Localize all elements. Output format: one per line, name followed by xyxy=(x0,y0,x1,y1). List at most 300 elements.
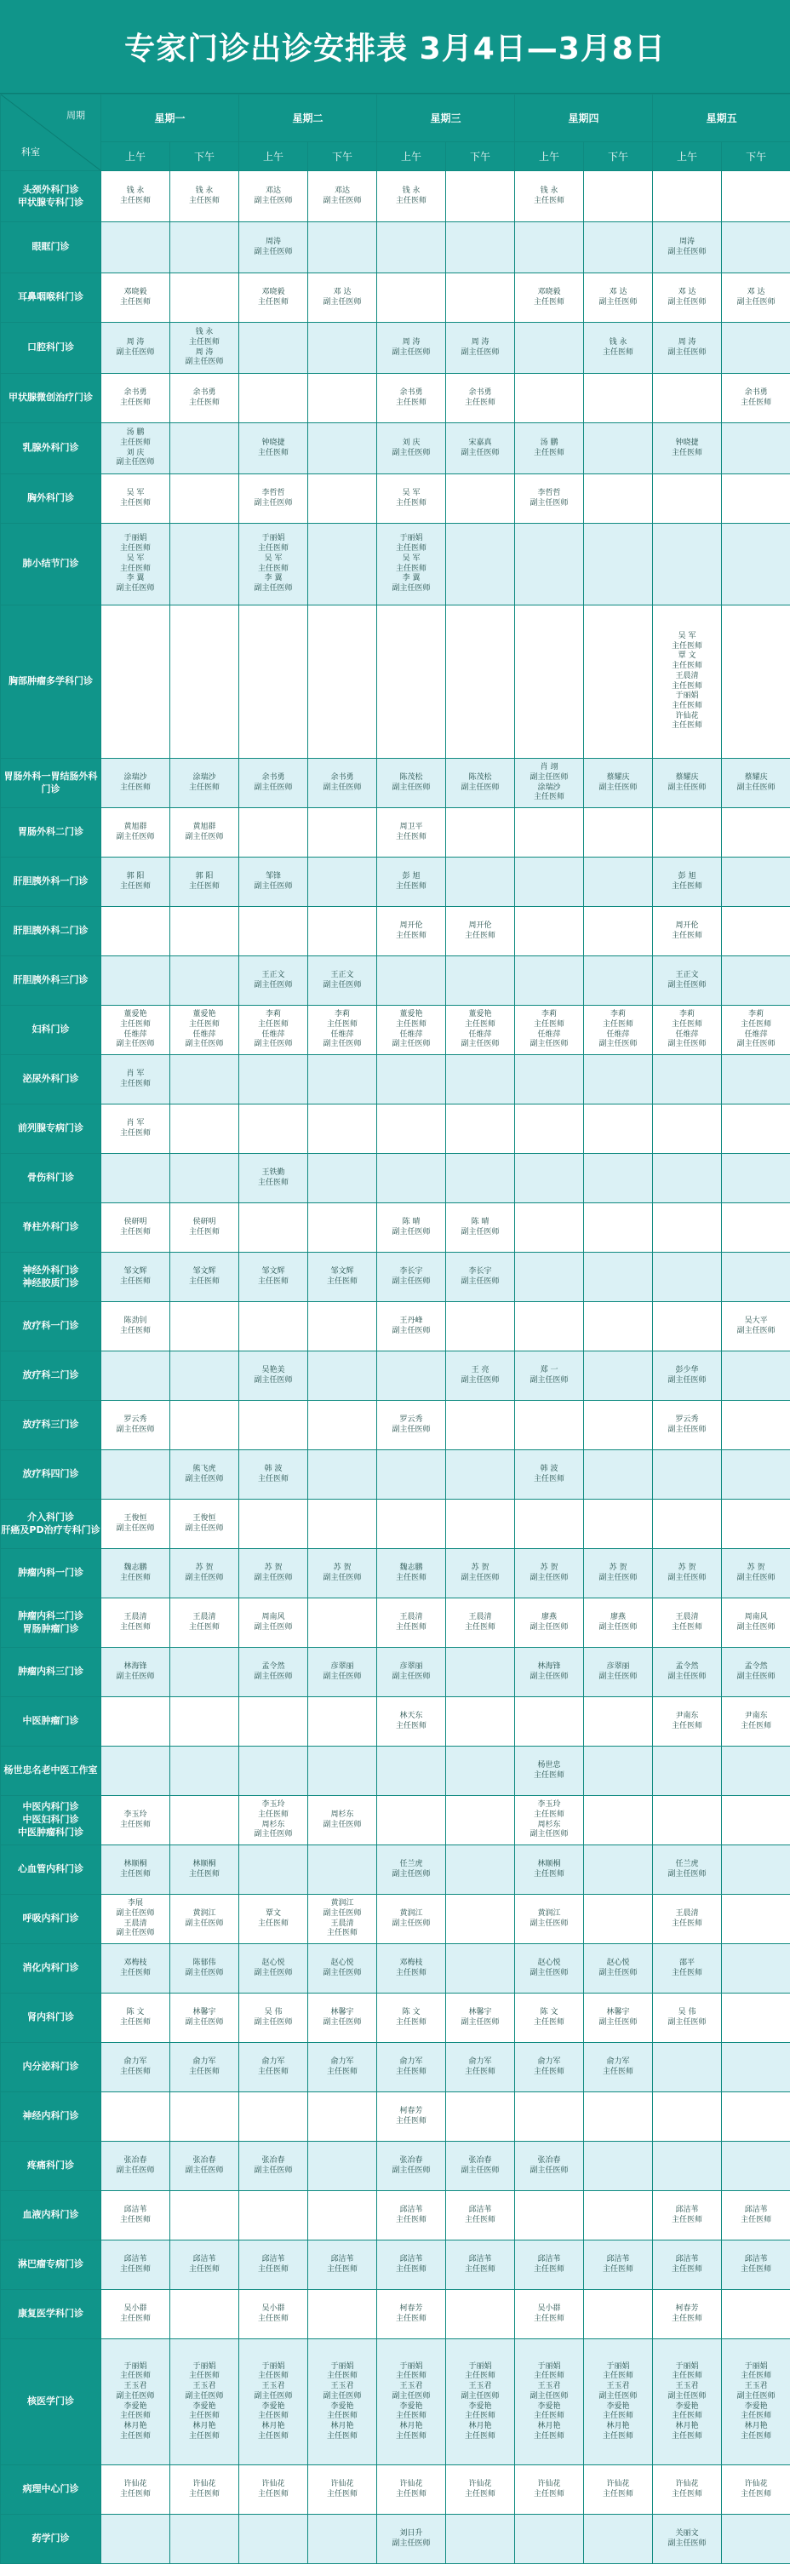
doctor-name: 刘 庆 xyxy=(126,448,145,457)
doctor-name: 李莉 xyxy=(266,1010,282,1019)
schedule-cell xyxy=(101,2240,170,2290)
doctor-name: 于丽娟 xyxy=(192,2361,216,2371)
doctor-title: 副主任医师 xyxy=(392,2539,431,2548)
doctor-name: 邹文辉 xyxy=(261,1266,285,1276)
schedule-body xyxy=(1,171,790,2564)
schedule-cell xyxy=(584,374,653,423)
doctor-name: 李玉玲 xyxy=(537,1800,561,1810)
schedule-cell xyxy=(239,474,308,524)
doctor-name: 许仙花 xyxy=(261,2479,285,2488)
table-row xyxy=(1,2191,790,2240)
table-row xyxy=(1,2515,790,2564)
doctor-title: 副主任医师 xyxy=(323,980,362,990)
doctor-title: 副主任医师 xyxy=(667,980,707,990)
schedule-cell xyxy=(377,2339,446,2465)
table-row xyxy=(1,474,790,524)
day-header-fri: 星期五 xyxy=(653,95,790,142)
doctor-name: 蔡耀庆 xyxy=(675,772,699,782)
table-row xyxy=(1,1648,790,1697)
table-row xyxy=(1,1401,790,1450)
doctor-name: 廖燕 xyxy=(541,1612,558,1621)
doctor-name: 周开伦 xyxy=(675,921,699,930)
doctor-name: 林月艳 xyxy=(537,2421,561,2430)
doctor-name: 柯春芳 xyxy=(675,2303,699,2313)
schedule-cell xyxy=(308,1845,377,1895)
doctor-title: 副主任医师 xyxy=(530,1919,569,1928)
schedule-cell xyxy=(584,1401,653,1450)
department-name xyxy=(1,2043,101,2092)
doctor-name: 邓晓毅 xyxy=(537,287,561,296)
doctor-name: 郭 阳 xyxy=(195,871,214,881)
doctor-name: 孟令然 xyxy=(744,1661,768,1671)
doctor-title: 主任医师 xyxy=(119,2067,151,2076)
schedule-cell xyxy=(101,1055,170,1104)
department-name-line: 神经胶质门诊 xyxy=(22,1277,79,1288)
schedule-cell xyxy=(584,605,653,759)
schedule-cell xyxy=(653,1697,722,1747)
department-name-line: 放疗科三门诊 xyxy=(22,1419,79,1431)
doctor-title: 主任医师 xyxy=(327,1019,358,1029)
schedule-cell xyxy=(170,2515,239,2564)
schedule-cell xyxy=(101,1302,170,1351)
schedule-cell xyxy=(722,1747,790,1796)
schedule-cell xyxy=(377,273,446,323)
department-name xyxy=(1,1944,101,1994)
table-row xyxy=(1,1697,790,1747)
doctor-name: 王俊恒 xyxy=(123,1513,147,1523)
department-name xyxy=(1,956,101,1006)
department-name-line: 肝癌及PD治疗专科门诊 xyxy=(1,1523,100,1535)
doctor-title: 副主任医师 xyxy=(598,297,638,307)
schedule-cell xyxy=(446,1598,515,1648)
schedule-cell xyxy=(515,1104,584,1154)
schedule-cell xyxy=(515,1944,584,1994)
schedule-cell xyxy=(239,858,308,907)
doctor-title: 主任医师 xyxy=(189,398,220,407)
schedule-cell xyxy=(722,2043,790,2092)
department-name-line: 中医肿瘤科门诊 xyxy=(18,1826,83,1838)
schedule-cell xyxy=(446,1302,515,1351)
schedule-cell xyxy=(239,171,308,222)
doctor-title: 副主任医师 xyxy=(736,1326,776,1335)
schedule-cell xyxy=(446,524,515,605)
schedule-cell xyxy=(722,2339,790,2465)
doctor-title: 主任医师 xyxy=(119,2431,151,2441)
schedule-cell xyxy=(446,2240,515,2290)
doctor-title: 副主任医师 xyxy=(323,1908,362,1918)
doctor-name: 邱洁苇 xyxy=(675,2254,699,2263)
schedule-cell xyxy=(722,1055,790,1104)
schedule-cell xyxy=(308,2191,377,2240)
department-name xyxy=(1,374,101,423)
department-name xyxy=(1,2142,101,2191)
schedule-cell xyxy=(101,1253,170,1302)
doctor-title: 副主任医师 xyxy=(530,2391,569,2401)
schedule-cell xyxy=(584,524,653,605)
doctor-title: 主任医师 xyxy=(258,1178,289,1187)
schedule-cell xyxy=(584,1302,653,1351)
doctor-title: 主任医师 xyxy=(672,2264,703,2274)
doctor-title: 主任医师 xyxy=(119,1820,151,1829)
doctor-title: 主任医师 xyxy=(672,1919,703,1928)
doctor-name: 尹南东 xyxy=(675,1711,699,1720)
schedule-cell xyxy=(584,1500,653,1549)
schedule-cell xyxy=(170,1549,239,1598)
schedule-cell xyxy=(653,374,722,423)
schedule-cell xyxy=(653,423,722,474)
doctor-name: 周 涛 xyxy=(402,337,421,347)
doctor-name: 吴 军 xyxy=(402,488,421,497)
schedule-cell xyxy=(515,2191,584,2240)
doctor-title: 主任医师 xyxy=(258,1277,289,1286)
schedule-cell xyxy=(101,374,170,423)
department-name xyxy=(1,1154,101,1203)
department-name-line: 血液内科门诊 xyxy=(22,2209,79,2221)
doctor-title: 副主任医师 xyxy=(392,2391,431,2401)
department-name-line: 肿瘤内科一门诊 xyxy=(18,1567,83,1579)
doctor-name: 许仙花 xyxy=(675,2479,699,2488)
schedule-cell xyxy=(722,1450,790,1500)
doctor-title: 主任医师 xyxy=(534,2412,565,2421)
day-header-wed: 星期三 xyxy=(377,95,515,142)
doctor-name: 李莉 xyxy=(610,1010,627,1019)
schedule-cell xyxy=(515,2142,584,2191)
doctor-title: 副主任医师 xyxy=(667,1040,707,1049)
doctor-title: 主任医师 xyxy=(119,2314,151,2323)
schedule-cell xyxy=(377,858,446,907)
schedule-cell xyxy=(515,1598,584,1648)
department-name-line: 甲状腺微创治疗门诊 xyxy=(9,392,93,404)
doctor-name: 王铁勤 xyxy=(261,1168,285,1177)
schedule-cell xyxy=(239,2240,308,2290)
doctor-name: 林海锋 xyxy=(123,1661,147,1671)
department-name-line: 肝胆胰外科三门诊 xyxy=(13,974,89,986)
doctor-title: 主任医师 xyxy=(119,544,151,554)
doctor-title: 副主任医师 xyxy=(392,2166,431,2175)
schedule-cell xyxy=(584,1845,653,1895)
schedule-cell xyxy=(377,2191,446,2240)
table-row xyxy=(1,2290,790,2339)
doctor-name: 董爱艳 xyxy=(468,1010,492,1019)
table-row xyxy=(1,1253,790,1302)
schedule-cell xyxy=(239,222,308,273)
schedule-cell xyxy=(308,2290,377,2339)
table-row xyxy=(1,374,790,423)
department-name-line: 疼痛科门诊 xyxy=(27,2160,74,2172)
schedule-cell xyxy=(722,1598,790,1648)
table-row xyxy=(1,1450,790,1500)
schedule-cell xyxy=(239,1796,308,1845)
schedule-cell xyxy=(308,956,377,1006)
doctor-title: 主任医师 xyxy=(396,931,427,940)
doctor-name: 任维萍 xyxy=(537,1030,561,1039)
schedule-cell xyxy=(584,1154,653,1203)
doctor-name: 周 涛 xyxy=(126,337,145,347)
doctor-name: 刘 庆 xyxy=(402,438,421,447)
department-name xyxy=(1,1796,101,1845)
schedule-cell xyxy=(377,956,446,1006)
schedule-cell xyxy=(308,1994,377,2043)
schedule-cell xyxy=(239,1203,308,1253)
doctor-title: 副主任医师 xyxy=(461,1227,500,1236)
doctor-name: 邵平 xyxy=(679,1958,696,1967)
doctor-title: 主任医师 xyxy=(119,1019,151,1029)
schedule-cell xyxy=(515,1351,584,1401)
doctor-title: 副主任医师 xyxy=(667,2017,707,2027)
doctor-name: 陈 文 xyxy=(540,2007,558,2017)
schedule-cell xyxy=(239,1747,308,1796)
schedule-cell xyxy=(170,907,239,956)
doctor-name: 林海锋 xyxy=(537,1661,561,1671)
schedule-cell xyxy=(653,2515,722,2564)
schedule-cell xyxy=(446,1104,515,1154)
schedule-cell xyxy=(446,956,515,1006)
doctor-name: 许仙花 xyxy=(330,2479,354,2488)
doctor-name: 吴小群 xyxy=(123,2303,147,2313)
doctor-title: 副主任医师 xyxy=(254,2391,293,2401)
doctor-title: 主任医师 xyxy=(396,2067,427,2076)
schedule-cell xyxy=(446,1697,515,1747)
department-name xyxy=(1,474,101,524)
schedule-cell xyxy=(653,1994,722,2043)
doctor-name: 李爱艳 xyxy=(744,2401,768,2411)
schedule-cell xyxy=(515,2092,584,2142)
doctor-name: 侯研明 xyxy=(123,1217,147,1226)
doctor-name: 邱洁苇 xyxy=(399,2254,423,2263)
doctor-title: 副主任医师 xyxy=(530,1040,569,1049)
schedule-cell xyxy=(446,1796,515,1845)
schedule-cell xyxy=(377,2142,446,2191)
schedule-cell xyxy=(515,1895,584,1944)
schedule-cell xyxy=(239,323,308,374)
doctor-title: 主任医师 xyxy=(189,196,220,205)
schedule-cell xyxy=(239,1302,308,1351)
doctor-title: 主任医师 xyxy=(672,2489,703,2499)
department-name xyxy=(1,1302,101,1351)
department-name-line: 介入科门诊 xyxy=(27,1511,74,1523)
doctor-name: 张冶春 xyxy=(192,2155,216,2165)
schedule-cell xyxy=(446,1994,515,2043)
doctor-name: 林月艳 xyxy=(330,2421,354,2430)
schedule-cell xyxy=(377,1104,446,1154)
doctor-title: 主任医师 xyxy=(119,498,151,508)
schedule-cell xyxy=(584,1104,653,1154)
doctor-name: 王晨清 xyxy=(123,1612,147,1621)
schedule-cell xyxy=(377,1401,446,1450)
table-row xyxy=(1,858,790,907)
doctor-name: 苏 贺 xyxy=(540,1563,558,1572)
department-name-line: 病理中心门诊 xyxy=(22,2483,79,2495)
doctor-name: 王玉君 xyxy=(537,2382,561,2391)
doctor-name: 熊飞虎 xyxy=(192,1464,216,1473)
schedule-cell xyxy=(584,2043,653,2092)
doctor-title: 主任医师 xyxy=(396,498,427,508)
doctor-title: 主任医师 xyxy=(258,297,289,307)
schedule-cell xyxy=(446,2092,515,2142)
schedule-cell xyxy=(722,273,790,323)
schedule-cell xyxy=(377,1154,446,1203)
schedule-cell xyxy=(584,1549,653,1598)
doctor-name: 柯春芳 xyxy=(399,2303,423,2313)
table-row xyxy=(1,1351,790,1401)
doctor-name: 俞力军 xyxy=(192,2057,216,2066)
doctor-title: 主任医师 xyxy=(396,1721,427,1730)
schedule-cell xyxy=(170,1302,239,1351)
department-name-line: 放疗科二门诊 xyxy=(22,1369,79,1381)
schedule-cell xyxy=(377,1302,446,1351)
doctor-name: 邱洁苇 xyxy=(123,2254,147,2263)
schedule-cell xyxy=(515,2515,584,2564)
schedule-cell xyxy=(653,1747,722,1796)
doctor-title: 主任医师 xyxy=(327,2489,358,2499)
schedule-cell xyxy=(653,1648,722,1697)
doctor-name: 林月艳 xyxy=(606,2421,630,2430)
schedule-cell xyxy=(722,1796,790,1845)
schedule-cell xyxy=(722,474,790,524)
doctor-name: 赵心悦 xyxy=(261,1958,285,1967)
doctor-name: 王晨清 xyxy=(468,1612,492,1621)
department-name-line: 放疗科一门诊 xyxy=(22,1320,79,1332)
doctor-title: 主任医师 xyxy=(396,2264,427,2274)
doctor-title: 副主任医师 xyxy=(116,1929,155,1938)
schedule-cell xyxy=(170,605,239,759)
department-name-line: 肾内科门诊 xyxy=(27,2011,74,2023)
department-name-line: 核医学门诊 xyxy=(27,2395,74,2407)
doctor-title: 副主任医师 xyxy=(185,1919,224,1928)
schedule-cell xyxy=(515,1055,584,1104)
doctor-name: 王晨清 xyxy=(675,671,699,680)
schedule-cell xyxy=(170,273,239,323)
doctor-name: 周卫平 xyxy=(399,822,423,831)
doctor-name: 吴 伟 xyxy=(678,2007,696,2017)
doctor-name: 钟晓捷 xyxy=(675,438,699,447)
schedule-cell xyxy=(446,605,515,759)
half-header-am: 上午 xyxy=(101,142,170,171)
department-name-line: 胃肠外科一胃结肠外科门诊 xyxy=(3,770,98,795)
doctor-name: 周涛 xyxy=(266,237,282,246)
half-header-am: 上午 xyxy=(377,142,446,171)
doctor-title: 主任医师 xyxy=(534,1019,565,1029)
doctor-title: 副主任医师 xyxy=(116,1040,155,1049)
schedule-cell xyxy=(101,907,170,956)
schedule-cell xyxy=(308,374,377,423)
doctor-name: 王玉君 xyxy=(744,2382,768,2391)
schedule-cell xyxy=(722,1302,790,1351)
schedule-cell xyxy=(653,1351,722,1401)
doctor-title: 主任医师 xyxy=(258,544,289,554)
schedule-cell xyxy=(446,2290,515,2339)
doctor-name: 彦翠丽 xyxy=(330,1661,354,1671)
doctor-name: 杨世忠 xyxy=(537,1760,561,1770)
doctor-name: 李爱艳 xyxy=(192,2401,216,2411)
doctor-title: 主任医师 xyxy=(258,2372,289,2381)
schedule-cell xyxy=(584,222,653,273)
department-name xyxy=(1,1104,101,1154)
doctor-title: 主任医师 xyxy=(534,2264,565,2274)
schedule-cell xyxy=(653,605,722,759)
schedule-cell xyxy=(101,2465,170,2515)
schedule-cell xyxy=(308,1598,377,1648)
schedule-cell xyxy=(170,1697,239,1747)
department-name xyxy=(1,323,101,374)
schedule-cell xyxy=(101,1697,170,1747)
schedule-cell xyxy=(308,1500,377,1549)
doctor-title: 主任医师 xyxy=(534,2431,565,2441)
schedule-cell xyxy=(446,1351,515,1401)
doctor-name: 赵心悦 xyxy=(606,1958,630,1967)
department-name-line: 康复医学科门诊 xyxy=(18,2308,83,2320)
schedule-cell xyxy=(170,1796,239,1845)
doctor-name: 任维萍 xyxy=(261,1030,285,1039)
department-name-line: 胸部肿瘤多学科门诊 xyxy=(9,675,93,687)
doctor-name: 汤 鹏 xyxy=(540,438,558,447)
department-name xyxy=(1,1401,101,1450)
doctor-name: 邱洁苇 xyxy=(468,2254,492,2263)
doctor-name: 黄润江 xyxy=(330,1899,354,1908)
schedule-cell xyxy=(653,2142,722,2191)
schedule-cell xyxy=(653,1450,722,1500)
doctor-title: 副主任医师 xyxy=(116,832,155,841)
schedule-cell xyxy=(653,1203,722,1253)
schedule-cell xyxy=(515,1203,584,1253)
schedule-cell xyxy=(101,759,170,808)
doctor-title: 副主任医师 xyxy=(598,783,638,792)
schedule-cell xyxy=(515,1253,584,1302)
department-name-line: 中医内科门诊 xyxy=(22,1801,79,1813)
doctor-title: 副主任医师 xyxy=(323,297,362,307)
schedule-cell xyxy=(722,1994,790,2043)
schedule-cell xyxy=(515,2465,584,2515)
doctor-title: 主任医师 xyxy=(258,1810,289,1819)
schedule-cell xyxy=(722,323,790,374)
doctor-name: 廖燕 xyxy=(610,1612,627,1621)
doctor-name: 林顺桐 xyxy=(123,1859,147,1868)
doctor-name: 余书勇 xyxy=(399,387,423,397)
schedule-cell xyxy=(446,1747,515,1796)
doctor-title: 主任医师 xyxy=(189,1019,220,1029)
doctor-name: 赵心悦 xyxy=(537,1958,561,1967)
table-row xyxy=(1,1154,790,1203)
schedule-cell xyxy=(722,2191,790,2240)
schedule-cell xyxy=(515,1648,584,1697)
schedule-cell xyxy=(101,2142,170,2191)
doctor-name: 林顺桐 xyxy=(537,1859,561,1868)
schedule-cell xyxy=(239,956,308,1006)
doctor-name: 吴 军 xyxy=(678,632,696,641)
department-name-line: 内分泌科门诊 xyxy=(22,2061,79,2073)
doctor-title: 主任医师 xyxy=(465,2067,496,2076)
department-name xyxy=(1,1253,101,1302)
doctor-name: 王晨清 xyxy=(399,1612,423,1621)
doctor-name: 俞力军 xyxy=(606,2057,630,2066)
doctor-title: 副主任医师 xyxy=(461,448,500,457)
doctor-title: 副主任医师 xyxy=(667,783,707,792)
doctor-title: 主任医师 xyxy=(672,1721,703,1730)
doctor-title: 副主任医师 xyxy=(185,832,224,841)
table-row xyxy=(1,2142,790,2191)
department-name-line: 中医妇科门诊 xyxy=(22,1814,79,1826)
doctor-name: 肖 军 xyxy=(126,1069,145,1078)
doctor-name: 邓 达 xyxy=(333,287,352,296)
schedule-cell xyxy=(170,2240,239,2290)
doctor-title: 副主任医师 xyxy=(323,196,362,205)
schedule-cell xyxy=(515,2240,584,2290)
doctor-title: 主任医师 xyxy=(465,931,496,940)
doctor-name: 罗云秀 xyxy=(399,1414,423,1424)
doctor-name: 邓 达 xyxy=(609,287,627,296)
doctor-title: 副主任医师 xyxy=(254,1622,293,1632)
schedule-cell xyxy=(722,524,790,605)
